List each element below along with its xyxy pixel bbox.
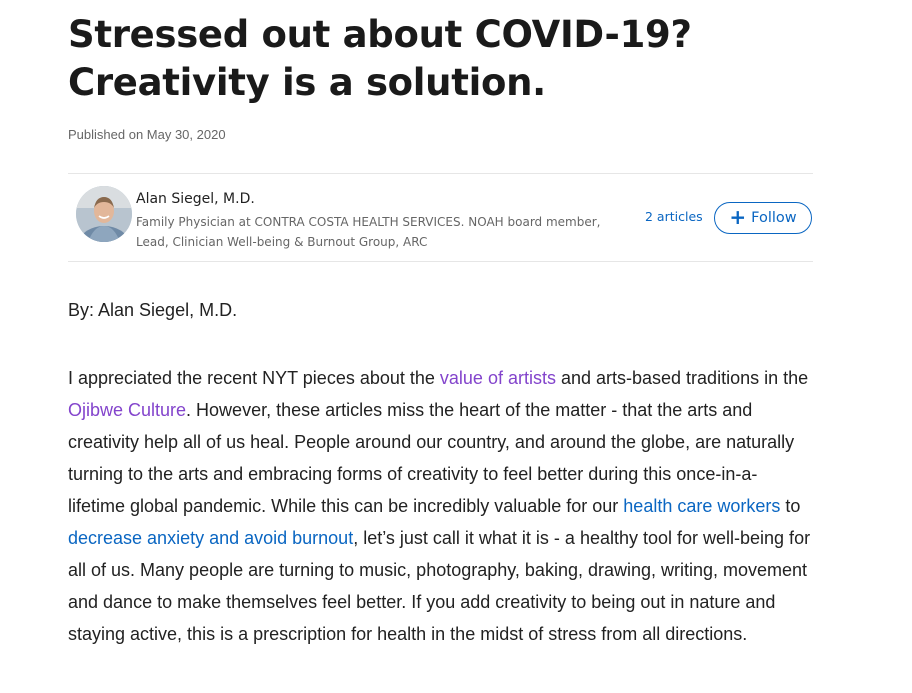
article [68, 0, 813, 644]
follow-button[interactable] [714, 202, 812, 234]
author-articles-link[interactable]: 2 articles [645, 209, 703, 224]
article-title-line1: Stressed out about COVID-19? [68, 13, 692, 56]
author-card [68, 173, 813, 262]
article-paragraph [68, 362, 813, 650]
link-decrease-anxiety[interactable]: decrease anxiety and avoid burnout [68, 528, 354, 548]
published-date: Published on May 30, 2020 [68, 127, 226, 142]
avatar-photo [76, 186, 132, 242]
link-ojibwe-culture[interactable]: Ojibwe Culture [68, 400, 187, 420]
author-headline-line2: Lead, Clinician Well-being & Burnout Group, ARC [136, 235, 428, 249]
plus-icon: + [729, 205, 747, 229]
article-byline: By: Alan Siegel, M.D. [68, 300, 238, 320]
article-title [68, 0, 813, 107]
follow-button-label: Follow [751, 210, 797, 226]
author-avatar[interactable] [76, 186, 132, 242]
link-health-care-workers[interactable]: health care workers [623, 496, 781, 516]
paragraph-text: and arts-based traditions in the [555, 368, 809, 388]
author-name[interactable]: Alan Siegel, M.D. [136, 191, 255, 207]
paragraph-text: I appreciated the recent NYT pieces about the [68, 368, 440, 388]
author-headline [136, 212, 636, 252]
author-headline-line1: Family Physician at CONTRA COSTA HEALTH SERVICES. NOAH board member, [136, 215, 601, 229]
link-value-of-artists[interactable]: value of artists [439, 368, 556, 388]
article-title-line2: Creativity is a solution. [68, 61, 546, 104]
paragraph-text: , let’s just call it what it is - a healthy tool for well-being for all of us. Many people are turning to music, photography, baking, drawing, writing, movement and dance to make themselves feel better. If you add creativity to being out in nature and staying active, this is a prescription for health in the midst of stress from all directions. [68, 528, 811, 644]
paragraph-text: to [780, 496, 801, 516]
paragraph-text: . However, these articles miss the heart of the matter - that the arts and creativity help all of us heal. People around our country, and around the globe, are naturally turning to the arts and embracing forms of creativity to feel better during this once-in-a-lifetime global pandemic. While this can be incredibly valuable for our [68, 400, 795, 516]
